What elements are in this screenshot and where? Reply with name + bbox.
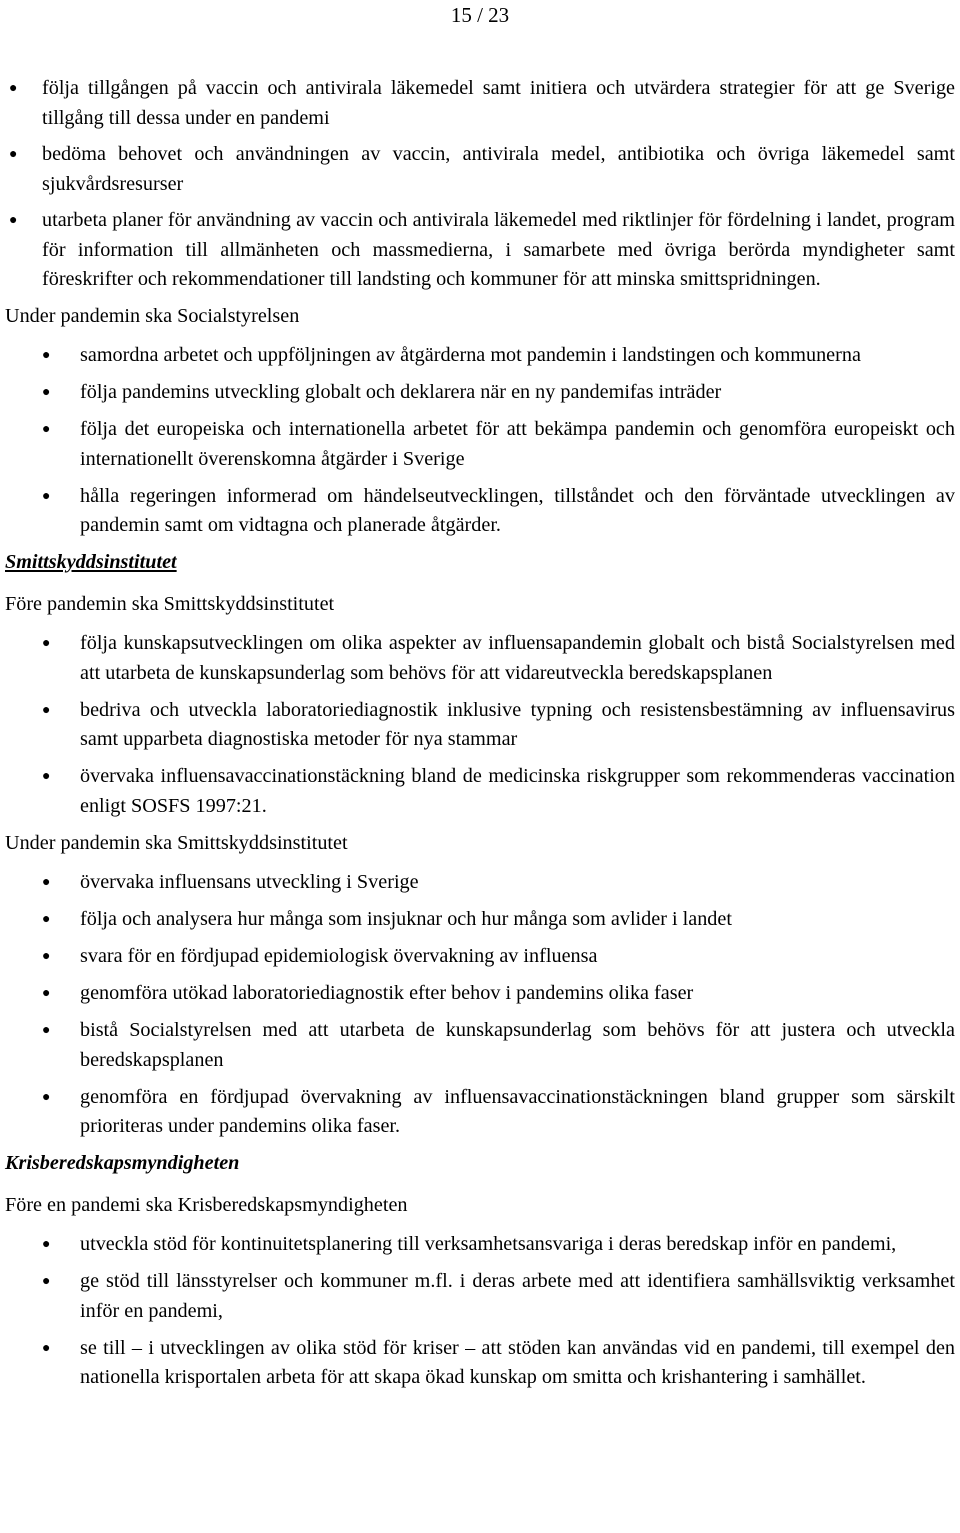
list-item-text: följa det europeiska och internationella arbetet för att bekämpa pandemin och genomföra europeiskt och internationellt överenskomna åtgärder i Sverige	[80, 418, 955, 470]
list-item	[5, 868, 955, 898]
bullet-icon: ●	[9, 147, 18, 162]
list-item-text: följa och analysera hur många som insjuknar och hur många som avlider i landet	[80, 908, 732, 930]
bullet-icon: ●	[42, 385, 51, 400]
bullet-icon: ●	[9, 81, 18, 96]
bullet-icon: ●	[42, 1274, 51, 1289]
socialstyrelsen-during-heading: Under pandemin ska Socialstyrelsen	[5, 304, 300, 327]
bullet-icon: ●	[42, 769, 51, 784]
smittskyddsinstitutet-title: Smittskyddsinstitutet	[5, 551, 177, 573]
list-item-text: se till – i utvecklingen av olika stöd för kriser – att stöden kan användas vid en pandemi, till exempel den nationella krisportalen arbeta för att skapa ökad kunskap om smitta och krishantering i samhället.	[80, 1336, 955, 1388]
smittskyddsinstitutet-during-list	[5, 868, 955, 1142]
list-item	[5, 140, 955, 199]
bullet-icon: ●	[42, 1237, 51, 1252]
bullet-icon: ●	[9, 213, 18, 228]
bullet-icon: ●	[42, 422, 51, 437]
list-item	[5, 979, 955, 1009]
list-item-text: följa pandemins utveckling globalt och deklarera när en ny pandemifas inträder	[80, 381, 722, 403]
list-item	[5, 341, 955, 371]
list-item	[5, 1230, 955, 1260]
smittskyddsinstitutet-before-heading: Före pandemin ska Smittskyddsinstitutet	[5, 592, 335, 615]
list-item-text: utarbeta planer för användning av vaccin och antivirala läkemedel med riktlinjer för fördelning i landet, program för information till allmänheten och massmedierna, i samarbete med övriga berörda myndigheter samt föreskrifter och rekommendationer till landsting och kommuner för att minska smittspridningen.	[42, 209, 955, 290]
list-item-text: följa tillgången på vaccin och antivirala läkemedel samt initiera och utvärdera strategier för att ge Sverige tillgång till dessa under en pandemi	[42, 77, 955, 129]
list-item-text: utveckla stöd för kontinuitetsplanering till verksamhetsansvariga i deras beredskap inför en pandemi,	[80, 1233, 897, 1255]
krisberedskapsmyndigheten-before-heading: Före en pandemi ska Krisberedskapsmyndigheten	[5, 1193, 408, 1216]
bullet-icon: ●	[42, 949, 51, 964]
list-item	[5, 378, 955, 408]
list-item	[5, 942, 955, 972]
list-item-text: bedöma behovet och användningen av vaccin, antivirala medel, antibiotika och övriga läkemedel samt sjukvårdsresurser	[42, 143, 955, 195]
list-item	[5, 905, 955, 935]
bullet-icon: ●	[42, 912, 51, 927]
list-item-text: övervaka influensans utveckling i Sverige	[80, 871, 419, 893]
bullet-icon: ●	[42, 875, 51, 890]
bullet-icon: ●	[42, 636, 51, 651]
list-item	[5, 696, 955, 755]
bullet-icon: ●	[42, 702, 51, 718]
list-item-text: ge stöd till länsstyrelser och kommuner m.fl. i deras arbete med att identifiera samhällsviktig verksamhet inför en pandemi,	[80, 1270, 955, 1322]
list-item	[5, 1083, 955, 1142]
list-item	[5, 415, 955, 474]
list-item-text: svara för en fördjupad epidemiologisk övervakning av influensa	[80, 945, 598, 967]
smittskyddsinstitutet-during-heading: Under pandemin ska Smittskyddsinstitutet	[5, 831, 348, 854]
list-item-text: följa kunskapsutvecklingen om olika aspekter av influensapandemin globalt och bistå Socialstyrelsen med att utarbeta de kunskapsunderlag som behövs för att vidareutveckla beredskapsplanen	[80, 632, 955, 684]
list-item-text: genomföra en fördjupad övervakning av influensavaccinationstäckningen bland grupper som särskilt prioriteras under pandemins olika faser.	[80, 1085, 955, 1137]
bullet-icon: ●	[42, 1023, 51, 1038]
list-item-text: hålla regeringen informerad om händelseutvecklingen, tillståndet och den förväntade utvecklingen av pandemin samt om vidtagna och planerade åtgärder.	[80, 484, 955, 536]
list-item-text: samordna arbetet och uppföljningen av åtgärderna mot pandemin i landstingen och kommunerna	[80, 344, 861, 366]
smittskyddsinstitutet-before-list	[5, 629, 955, 821]
list-item	[5, 482, 955, 541]
bullet-icon: ●	[42, 348, 51, 363]
intro-list	[5, 74, 955, 295]
list-item	[5, 1334, 955, 1393]
list-item-text: övervaka influensavaccinationstäckning bland de medicinska riskgrupper som rekommenderas vaccination enligt SOSFS 1997:21.	[80, 765, 955, 817]
page-content	[5, 74, 955, 1400]
list-item-text: bedriva och utveckla laboratoriediagnostik inklusive typning och resistensbestämning av influensavirus samt upparbeta diagnostiska metoder för nya stammar	[80, 698, 955, 750]
krisberedskapsmyndigheten-title: Krisberedskapsmyndigheten	[5, 1152, 240, 1174]
list-item-text: bistå Socialstyrelsen med att utarbeta de kunskapsunderlag som behövs för att justera och utveckla beredskapsplanen	[80, 1019, 955, 1071]
list-item	[5, 629, 955, 688]
list-item-text: genomföra utökad laboratoriediagnostik efter behov i pandemins olika faser	[80, 982, 694, 1004]
list-item	[5, 1267, 955, 1326]
list-item	[5, 762, 955, 821]
bullet-icon: ●	[42, 488, 51, 504]
socialstyrelsen-during-list	[5, 341, 955, 541]
krisberedskapsmyndigheten-before-list	[5, 1230, 955, 1393]
list-item	[5, 206, 955, 295]
page-number: 15 / 23	[450, 3, 510, 27]
list-item	[5, 1016, 955, 1075]
bullet-icon: ●	[42, 1089, 51, 1105]
bullet-icon: ●	[42, 1340, 51, 1356]
bullet-icon: ●	[42, 986, 51, 1001]
list-item	[5, 74, 955, 133]
